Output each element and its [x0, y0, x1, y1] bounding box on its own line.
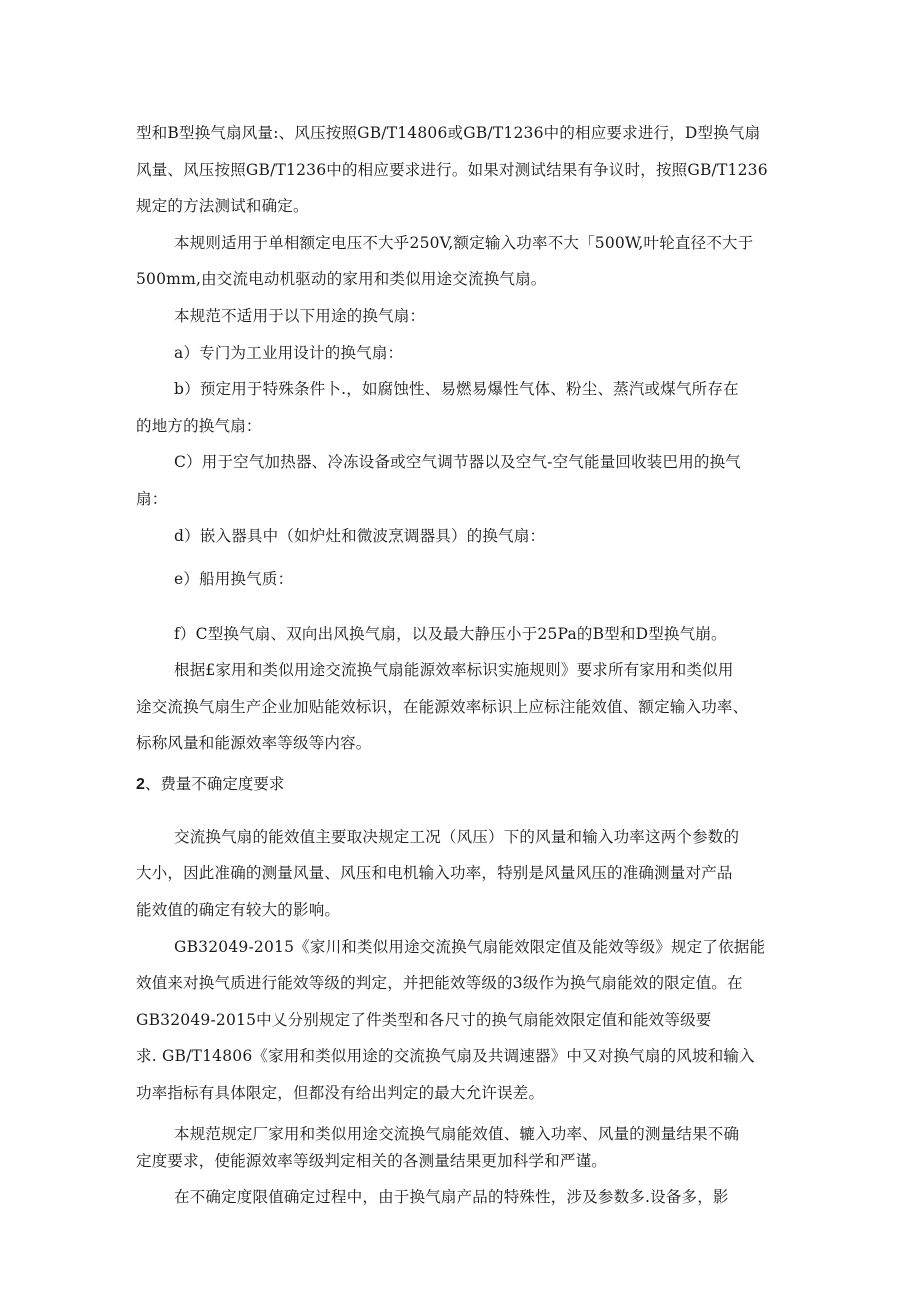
text-line: 的地方的换气扇：	[136, 417, 262, 435]
text-line: 本规则适用于单相额定电压不大乎250V,额定输入功率不大「500W,叶轮直径不大于	[174, 234, 754, 252]
text-line: 本规范规定厂家用和类似用途交流换气扇能效值、辘入功率、风量的测量结果不确	[174, 1125, 740, 1143]
list-item: e）船用换气质：	[174, 570, 294, 588]
text-line: 扇：	[136, 490, 168, 508]
text-line: 本规范不适用于以下用途的换气扇：	[174, 307, 426, 325]
section-title: 、费量不确定度要求	[144, 775, 285, 793]
list-item: f）C型换气扇、双向出风换气扇，以及最大静压小于25Pa的B型和D型换气崩。	[174, 625, 727, 643]
text-line: 定度要求，使能源效率等级判定相关的各测量结果更加科学和严谨。	[136, 1152, 608, 1170]
text-line: 根据£家用和类似用途交流换气扇能源效率标识实施规则》要求所有家用和类似用	[174, 661, 734, 679]
text-line: 在不确定度限值确定过程中，由于换气扇产品的特殊性，涉及参数多.设备多，影	[174, 1188, 729, 1206]
text-line: 500mm,由交流电动机驱动的家用和类似用途交流换气扇。	[136, 270, 547, 288]
list-item: b）预定用于特殊条件卜.，如腐蚀性、易燃易爆性气体、粉尘、蒸汽或煤气所存在	[174, 380, 739, 398]
text-line: 求. GB/T14806《家用和类似用途的交流换气扇及共调速器》中又对换气扇的风坡和输入	[136, 1047, 755, 1065]
text-line: GB32049-2015《家川和类似用途交流换气扇能效限定值及能效等级》规定了依据能	[174, 938, 766, 956]
text-line: 途交流换气扇生产企业加贴能效标识，在能源效率标识上应标注能效值、额定输入功率、	[136, 698, 749, 716]
text-line: 能效值的确定有较大的影响。	[136, 901, 341, 919]
text-line: 标称风量和能源效率等级等内容。	[136, 734, 372, 752]
text-line: 大小，因此准确的测量风量、风压和电机输入功率，特别是风量风压的准确测量对产品	[136, 864, 733, 882]
section-number: 2	[136, 776, 145, 793]
list-item: d）嵌入器具中（如炉灶和微波烹调器具）的换气扇：	[174, 527, 546, 545]
text-line: 功率指标有具体限定，但都没有给出判定的最大允许误差。	[136, 1084, 545, 1102]
text-line: 规定的方法测试和确定。	[136, 197, 309, 215]
list-item: C）用于空气加热器、冷冻设备或空气调节器以及空气-空气能量回收装巴用的换气	[174, 453, 741, 471]
section-heading	[136, 774, 284, 795]
text-line: GB32049-2015中乂分别规定了件类型和各尺寸的换气扇能效限定值和能效等级要	[136, 1011, 712, 1029]
text-line: 型和B型换气扇风量:、风压按照GB/T14806或GB/T1236中的相应要求进行，D型换气扇	[136, 124, 761, 142]
text-line: 交流换气扇的能效值主要取决规定工况（风压）下的风量和输入功率这两个参数的	[174, 828, 740, 846]
text-line: 效值来对换气质进行能效等级的判定，并把能效等级的3级作为换气扇能效的限定值。在	[136, 974, 743, 992]
text-line: 风量、风压按照GB/T1236中的相应要求进行。如果对测试结果有争议时，按照GB/T1236	[136, 161, 768, 179]
list-item: a）专门为工业用设计的换气扇：	[174, 344, 404, 362]
